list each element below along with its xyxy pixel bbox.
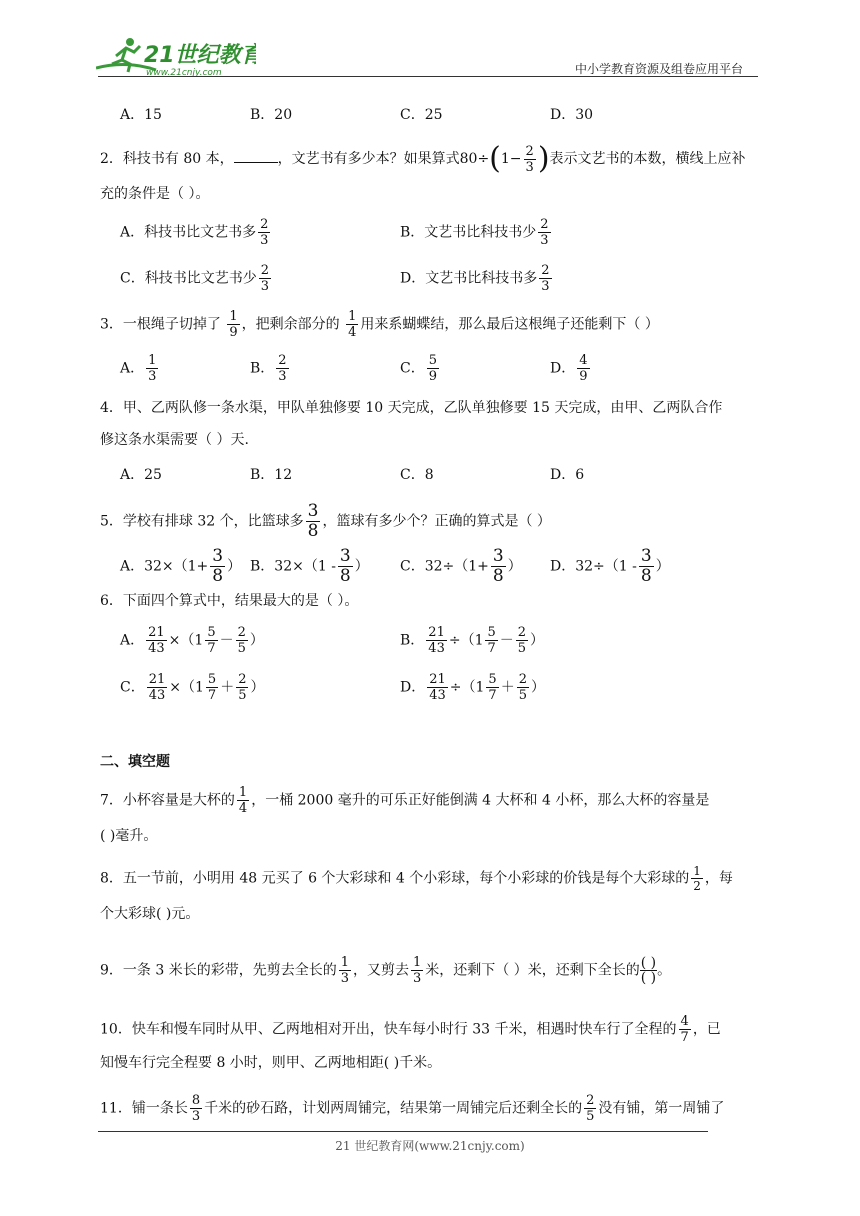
q1-option-a: A．15 bbox=[120, 107, 162, 123]
header-divider bbox=[98, 76, 758, 77]
runner-logo-icon bbox=[96, 34, 256, 78]
q5-stem: 5．学校有排球 32 个，比篮球多 $\frac{3}{8}$ ，篮球有多少个？正确的算式是（ ） bbox=[100, 501, 551, 541]
q8-stem-line1: 8．五一节前，小明用 48 元买了 6 个大彩球和 4 个小彩球，每个小彩球的价钱是每个大彩球的 $\frac{1}{2}$ ，每 bbox=[100, 864, 733, 893]
q6-option-b: B． $\frac{21}{43}$ ÷（1 $\frac{5}{7}$ － $\frac{2}{5}$ ） bbox=[400, 625, 545, 656]
q5-option-c: C．32÷（1+ $\frac{3}{8}$ ） bbox=[400, 546, 522, 586]
q4-stem-line1: 4．甲、乙两队修一条水渠，甲队单独修要 10 天完成，乙队单独修要 15 天完成，由甲、乙两队合作 bbox=[100, 400, 723, 416]
footer-divider bbox=[98, 1131, 708, 1132]
svg-text:21世纪教育: 21世纪教育 bbox=[144, 43, 256, 68]
q3-option-c: C． $\frac{5}{9}$ bbox=[400, 353, 437, 384]
q4-stem-line2: 修这条水渠需要（ ）天. bbox=[100, 432, 249, 448]
q2-stem-line1: 2．科技书有 80 本， ，文艺书有多少本？如果算式80÷(1− $\frac{2}{3}$ )表示文艺书的本数，横线上应补 bbox=[100, 141, 746, 176]
fraction: $\frac{2}{3}$ bbox=[525, 143, 534, 175]
q6-option-c: C． $\frac{21}{43}$ ×（1 $\frac{5}{7}$ ＋ $\frac{2}{5}$ ） bbox=[120, 672, 265, 703]
q6-stem: 6．下面四个算式中，结果最大的是（ ）。 bbox=[100, 593, 359, 609]
q10-stem-line1: 10．快车和慢车同时从甲、乙两地相对开出，快车每小时行 33 千米，相遇时快车行了全程的 $\frac{4}{7}$ ，已 bbox=[100, 1014, 721, 1045]
q2-stem-line2: 充的条件是（ ）。 bbox=[100, 186, 210, 202]
q1-option-c: C．25 bbox=[400, 107, 443, 123]
site-logo bbox=[96, 34, 256, 78]
q3-stem: 3．一根绳子切掉了 $\frac{1}{9}$ ，把剩余部分的 $\frac{1}{4}$ 用来系蝴蝶结，那么最后这根绳子还能剩下（ ） bbox=[100, 309, 659, 340]
q2-blank bbox=[234, 148, 278, 163]
q1-option-b: B．20 bbox=[250, 107, 293, 123]
q8-stem-line2: 个大彩球( )元。 bbox=[100, 906, 200, 922]
q9-stem: 9．一条 3 米长的彩带，先剪去全长的 $\frac{1}{3}$ ，又剪去 $\frac{1}{3}$ 米，还剩下（ ）米，还剩下全长的 ( ) ( ) 。 bbox=[100, 955, 672, 986]
q1-option-d: D．30 bbox=[550, 107, 594, 123]
q4-option-d: D．6 bbox=[550, 467, 585, 483]
section-title: 二、填空题 bbox=[100, 754, 170, 770]
q3-option-a: A． $\frac{1}{3}$ bbox=[120, 353, 157, 384]
q3-option-d: D． $\frac{4}{9}$ bbox=[550, 353, 588, 384]
q2-option-c: C．科技书比文艺书少 $\frac{2}{3}$ bbox=[120, 263, 269, 294]
footer-link[interactable]: 21 世纪教育网(www.21cnjy.com) bbox=[335, 1139, 525, 1153]
svg-text:www.21cnjy.com: www.21cnjy.com bbox=[146, 68, 222, 78]
q11-stem: 11．铺一条长 $\frac{8}{3}$ 千米的砂石路，计划两周铺完，结果第一周铺完后还剩全长的 $\frac{2}{5}$ 没有铺，第一周铺了 bbox=[100, 1093, 725, 1124]
q6-option-a: A． $\frac{21}{43}$ ×（1 $\frac{5}{7}$ － $\frac{2}{5}$ ） bbox=[120, 625, 264, 656]
q2-option-b: B．文艺书比科技书少 $\frac{2}{3}$ bbox=[400, 217, 549, 248]
q4-option-c: C．8 bbox=[400, 467, 434, 483]
q3-option-b: B． $\frac{2}{3}$ bbox=[250, 353, 287, 384]
q4-option-b: B．12 bbox=[250, 467, 293, 483]
q5-option-d: D．32÷（1 - $\frac{3}{8}$ ） bbox=[550, 546, 670, 586]
q6-option-d: D． $\frac{21}{43}$ ÷（1 $\frac{5}{7}$ ＋ $\frac{2}{5}$ ） bbox=[400, 672, 545, 703]
q7-stem-line2: ( )毫升。 bbox=[100, 828, 158, 844]
q10-stem-line2: 知慢车行完全程要 8 小时，则甲、乙两地相距( )千米。 bbox=[100, 1055, 442, 1071]
q4-option-a: A．25 bbox=[120, 467, 162, 483]
q2-option-d: D．文艺书比科技书多 $\frac{2}{3}$ bbox=[400, 263, 550, 294]
q2-option-a: A．科技书比文艺书多 $\frac{2}{3}$ bbox=[120, 217, 269, 248]
q5-option-b: B．32×（1 - $\frac{3}{8}$ ） bbox=[250, 546, 369, 586]
q5-option-a: A．32×（1+ $\frac{3}{8}$ ） bbox=[120, 546, 242, 586]
q7-stem-line1: 7．小杯容量是大杯的 $\frac{1}{4}$ ，一桶 2000 毫升的可乐正好能倒满 4 大杯和 4 小杯，那么大杯的容量是 bbox=[100, 785, 710, 816]
q9-answer-fraction-blank[interactable]: ( ) ( ) bbox=[640, 955, 657, 986]
platform-name: 中小学教育资源及组卷应用平台 bbox=[575, 62, 744, 76]
